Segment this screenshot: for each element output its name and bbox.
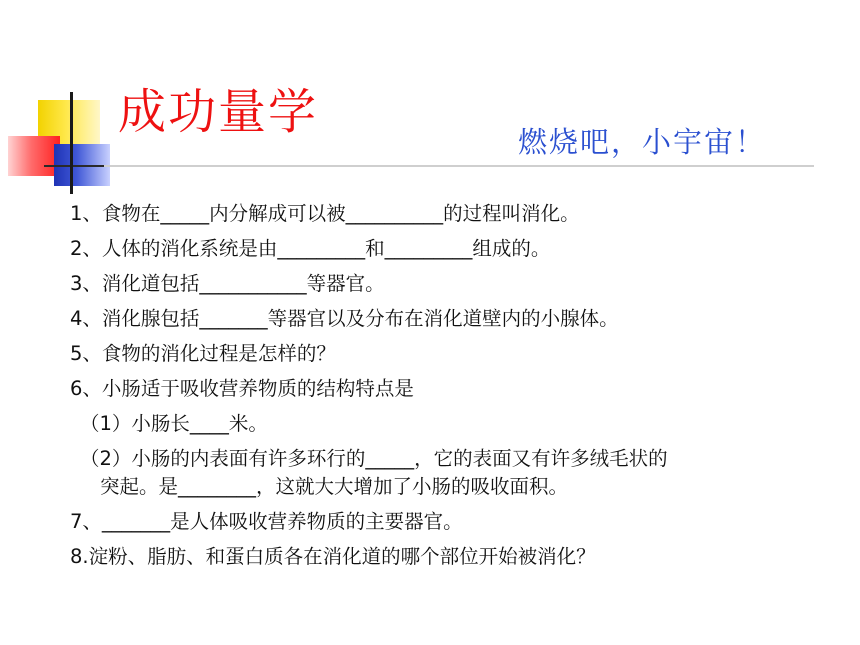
question-5: 5、食物的消化过程是怎样的？ (70, 342, 336, 365)
question-3: 3、消化道包括___________等器官。 (70, 272, 385, 295)
question-6-part-2-continued: 突起。是________，这就大大增加了小肠的吸收面积。 (100, 475, 569, 498)
vertical-accent-line (70, 92, 73, 194)
question-4: 4、消化腺包括_______等器官以及分布在消化道壁内的小腺体。 (70, 307, 619, 330)
divider-accent-line (44, 165, 104, 167)
question-1: 1、食物在_____内分解成可以被__________的过程叫消化。 (70, 202, 580, 225)
title-divider-line (44, 165, 814, 167)
question-2: 2、人体的消化系统是由_________和_________组成的。 (70, 237, 551, 260)
question-7: 7、_______是人体吸收营养物质的主要器官。 (70, 510, 463, 533)
question-6: 6、小肠适于吸收营养物质的结构特点是 (70, 377, 414, 400)
question-6-part-2: （2）小肠的内表面有许多环行的_____，它的表面又有许多绒毛状的 (80, 447, 668, 470)
slide-subtitle: 燃烧吧，小宇宙！ (518, 125, 767, 159)
slide-title: 成功量学 (118, 84, 319, 140)
question-8: 8.淀粉、脂肪、和蛋白质各在消化道的哪个部位开始被消化？ (70, 545, 596, 568)
red-square-decoration (8, 136, 60, 176)
question-6-part-1: （1）小肠长____米。 (80, 412, 268, 435)
